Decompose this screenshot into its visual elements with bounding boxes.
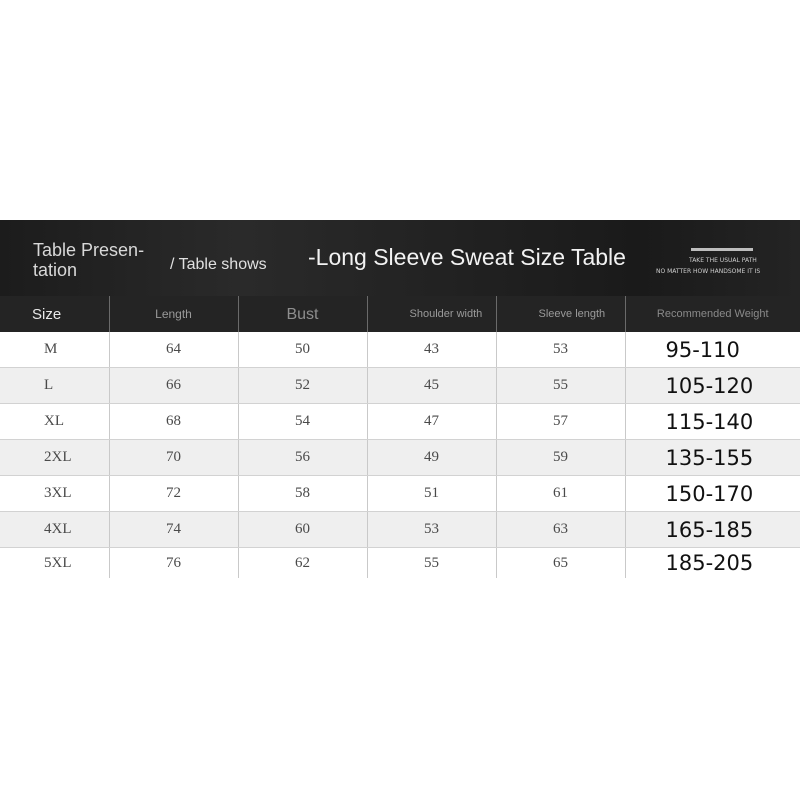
cell-weight: 150-170 — [625, 476, 800, 512]
cell-shoulder: 49 — [367, 440, 496, 476]
tagline-top: TAKE THE USUAL PATH — [689, 257, 757, 264]
header-size: Size — [0, 296, 109, 332]
cell-length: 76 — [109, 548, 238, 579]
table-row — [0, 476, 800, 512]
cell-bust: 62 — [238, 548, 367, 579]
tagline — [656, 258, 760, 277]
title-banner — [0, 220, 800, 296]
table-row — [0, 440, 800, 476]
cell-shoulder: 43 — [367, 332, 496, 368]
cell-length: 70 — [109, 440, 238, 476]
cell-shoulder: 53 — [367, 512, 496, 548]
cell-shoulder: 45 — [367, 368, 496, 404]
cell-sleeve: 55 — [496, 368, 625, 404]
cell-weight: 185-205 — [625, 548, 800, 579]
header-shoulder-width: Shoulder width — [367, 296, 496, 332]
table-row — [0, 548, 800, 579]
cell-size: 2XL — [0, 440, 109, 476]
page-title: -Long Sleeve Sweat Size Table — [308, 244, 626, 270]
cell-bust: 56 — [238, 440, 367, 476]
cell-size: 3XL — [0, 476, 109, 512]
cell-size: M — [0, 332, 109, 368]
cell-weight: 115-140 — [625, 404, 800, 440]
presentation-text: Table Presen- tation — [33, 240, 145, 280]
table-row — [0, 404, 800, 440]
cell-sleeve: 61 — [496, 476, 625, 512]
cell-sleeve: 65 — [496, 548, 625, 579]
cell-weight: 95-110 — [625, 332, 800, 368]
banner-presentation-label — [33, 240, 173, 280]
cell-sleeve: 53 — [496, 332, 625, 368]
cell-shoulder: 47 — [367, 404, 496, 440]
cell-length: 64 — [109, 332, 238, 368]
cell-bust: 60 — [238, 512, 367, 548]
cell-sleeve: 57 — [496, 404, 625, 440]
cell-weight: 105-120 — [625, 368, 800, 404]
cell-bust: 50 — [238, 332, 367, 368]
header-sleeve-length: Sleeve length — [496, 296, 625, 332]
cell-bust: 58 — [238, 476, 367, 512]
table-row — [0, 512, 800, 548]
cell-sleeve: 59 — [496, 440, 625, 476]
header-recommended-weight: Recommended Weight — [625, 296, 800, 332]
header-length: Length — [109, 296, 238, 332]
tagline-bar-icon — [691, 248, 753, 251]
table-row — [0, 368, 800, 404]
header-bust: Bust — [238, 296, 367, 332]
cell-size: 5XL — [44, 554, 72, 571]
cell-length: 72 — [109, 476, 238, 512]
cell-bust: 52 — [238, 368, 367, 404]
cell-size: 4XL — [0, 512, 109, 548]
cell-sleeve: 63 — [496, 512, 625, 548]
cell-length: 74 — [109, 512, 238, 548]
cell-shoulder: 51 — [367, 476, 496, 512]
cell-size: L — [0, 368, 109, 404]
table-row — [0, 332, 800, 368]
cell-size: XL — [0, 404, 109, 440]
cell-length: 68 — [109, 404, 238, 440]
cell-weight: 165-185 — [625, 512, 800, 548]
size-table — [0, 296, 800, 578]
cell-bust: 54 — [238, 404, 367, 440]
cell-weight: 135-155 — [625, 440, 800, 476]
table-header-row — [0, 296, 800, 332]
banner-shows-label: / Table shows — [170, 256, 267, 273]
tagline-bottom: NO MATTER HOW HANDSOME IT IS — [656, 268, 761, 275]
cell-length: 66 — [109, 368, 238, 404]
cell-shoulder: 55 — [367, 548, 496, 579]
